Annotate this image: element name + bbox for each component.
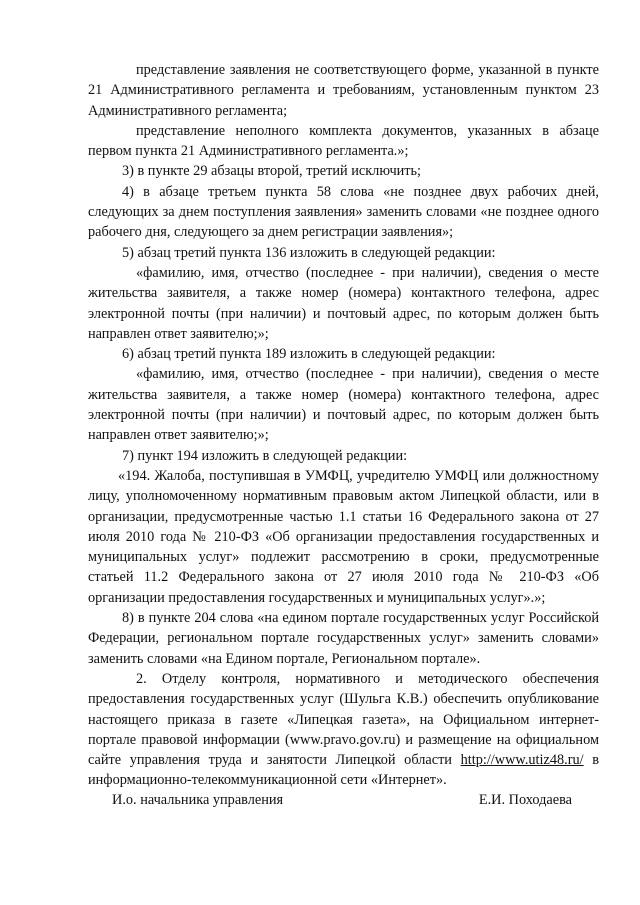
paragraph-4: 4) в абзаце третьем пункта 58 слова «не позднее двух рабочих дней, следующих за днем поступления заявления» заменить словами «не позднее одного рабочего дня, следующего за днем регистрации заявления»; bbox=[88, 183, 599, 241]
paragraph-11: 8) в пункте 204 слова «на едином портале государственных услуг Российской Федерации, региональном портале государственных услуг» заменить словами» заменить словами «на Едином портале, Региональном портале». bbox=[88, 610, 599, 667]
signatory-name: Е.И. Походаева bbox=[478, 792, 572, 808]
paragraph-1: представление заявления не соответствующего форме, указанной в пункте 21 Административного регламента и требованиям, установленным пунктом 23 Административного регламента; bbox=[88, 62, 599, 119]
paragraph-10: «194. Жалоба, поступившая в УМФЦ, учредителю УМФЦ или должностному лицу, уполномоченному нормативным правовым актом Липецкой области, или в организации, предусмотренные частью 1.1 статьи 16 Федерального закона от 27 июля 2010 года № 210-ФЗ «Об организации предоставления государственных и муниципальных услуг» подлежит рассмотрению в сроки, предусмотренные статьей 11.2 Федерального закона от 27 июля 2010 года № 210-ФЗ «Об организации предоставления государственных и муниципальных услуг».»; bbox=[88, 467, 599, 606]
document-body bbox=[88, 60, 599, 791]
paragraph-final bbox=[88, 669, 599, 791]
paragraph-9: 7) пункт 194 изложить в следующей редакции: bbox=[122, 447, 408, 464]
paragraph-final-text-after: в информационно-телекоммуникационной сети «Интернет». bbox=[88, 752, 599, 789]
paragraph-6: «фамилию, имя, отчество (последнее - при наличии), сведения о месте жительства заявителя, а также номер (номера) контактного телефона, адрес электронной почты (при наличии) и почтовый адрес, по которым должен быть направлен ответ заявителю;»; bbox=[88, 264, 599, 342]
paragraph-5: 5) абзац третий пункта 136 изложить в следующей редакции: bbox=[122, 244, 496, 261]
paragraph-3: 3) в пункте 29 абзацы второй, третий исключить; bbox=[122, 163, 422, 180]
website-link[interactable]: http://www.utiz48.ru/ bbox=[460, 752, 584, 769]
paragraph-7: 6) абзац третий пункта 189 изложить в следующей редакции: bbox=[122, 346, 496, 363]
signatory-position: И.о. начальника управления bbox=[112, 792, 284, 808]
paragraph-final-text-before: 2. Отделу контроля, нормативного и методического обеспечения предоставления государственных услуг (Шульга К.В.) обеспечить опубликование настоящего приказа в газете «Липецкая газета», на Официальном интернет-портале правовой информации (www.pravo.gov.ru) и размещение на официальном сайте управления труда и занятости Липецкой области bbox=[88, 670, 599, 769]
paragraph-8: «фамилию, имя, отчество (последнее - при наличии), сведения о месте жительства заявителя, а также номер (номера) контактного телефона, адрес электронной почты (при наличии) и почтовый адрес, по которым должен быть направлен ответ заявителю;»; bbox=[88, 366, 599, 444]
paragraph-2: представление неполного комплекта документов, указанных в абзаце первом пункта 21 Административного регламента.»; bbox=[88, 122, 599, 160]
